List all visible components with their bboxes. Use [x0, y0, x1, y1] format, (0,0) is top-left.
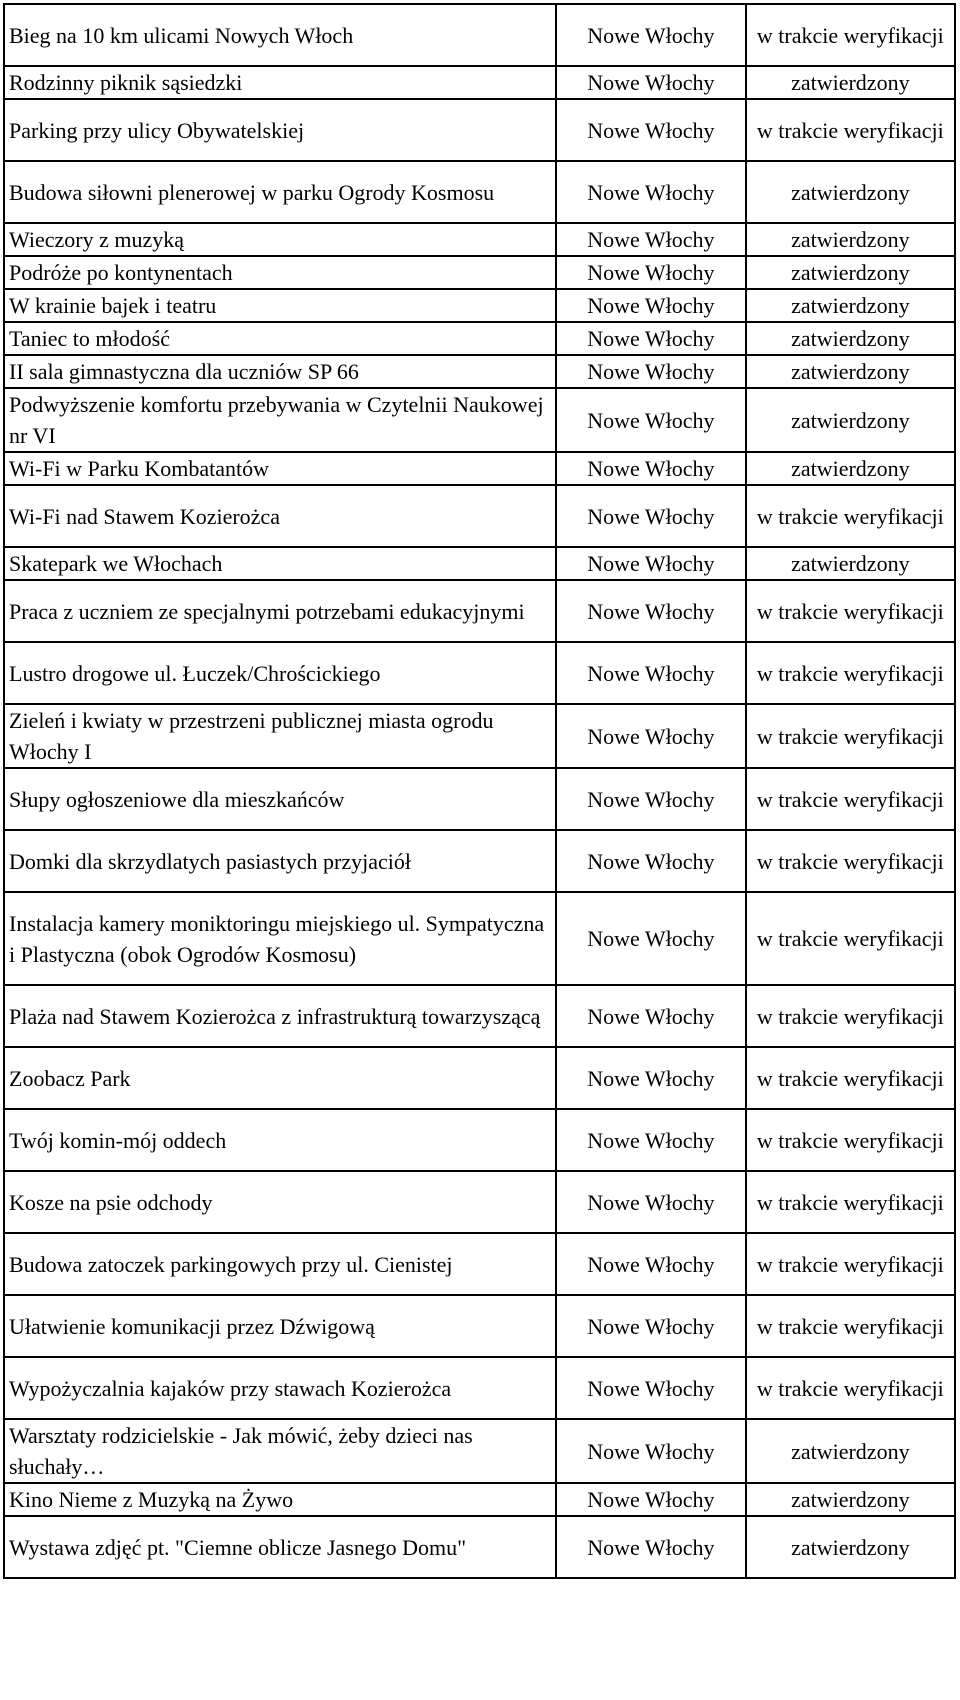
- table-row: [4, 1109, 955, 1171]
- status-cell: w trakcie weryfikacji: [746, 580, 955, 642]
- district-cell: Nowe Włochy: [556, 485, 746, 547]
- project-name-cell: Podwyższenie komfortu przebywania w Czytelnii Naukowej nr VI: [4, 388, 556, 452]
- district-cell: Nowe Włochy: [556, 580, 746, 642]
- project-name-cell: Kino Nieme z Muzyką na Żywo: [4, 1483, 556, 1516]
- status-cell: w trakcie weryfikacji: [746, 985, 955, 1047]
- project-name-cell: Zoobacz Park: [4, 1047, 556, 1109]
- table-row: [4, 642, 955, 704]
- status-cell: w trakcie weryfikacji: [746, 1047, 955, 1109]
- table-row: [4, 985, 955, 1047]
- project-name-cell: Budowa zatoczek parkingowych przy ul. Cienistej: [4, 1233, 556, 1295]
- project-name-cell: Twój komin-mój oddech: [4, 1109, 556, 1171]
- project-name-cell: Rodzinny piknik sąsiedzki: [4, 66, 556, 99]
- status-cell: w trakcie weryfikacji: [746, 99, 955, 161]
- project-name-cell: Ułatwienie komunikacji przez Dźwigową: [4, 1295, 556, 1357]
- project-name-cell: Wieczory z muzyką: [4, 223, 556, 256]
- table-row: [4, 580, 955, 642]
- project-name-cell: II sala gimnastyczna dla uczniów SP 66: [4, 355, 556, 388]
- status-cell: zatwierdzony: [746, 355, 955, 388]
- district-cell: Nowe Włochy: [556, 4, 746, 66]
- table-row: [4, 452, 955, 485]
- district-cell: Nowe Włochy: [556, 1047, 746, 1109]
- project-name-cell: Praca z uczniem ze specjalnymi potrzebami edukacyjnymi: [4, 580, 556, 642]
- table-row: [4, 1357, 955, 1419]
- status-cell: zatwierdzony: [746, 452, 955, 485]
- project-name-cell: Instalacja kamery moniktoringu miejskiego ul. Sympatyczna i Plastyczna (obok Ogrodów Kosmosu): [4, 892, 556, 985]
- project-name-cell: Skatepark we Włochach: [4, 547, 556, 580]
- district-cell: Nowe Włochy: [556, 256, 746, 289]
- table-row: [4, 892, 955, 985]
- district-cell: Nowe Włochy: [556, 452, 746, 485]
- district-cell: Nowe Włochy: [556, 1419, 746, 1483]
- table-row: [4, 1483, 955, 1516]
- project-name-cell: Taniec to młodość: [4, 322, 556, 355]
- status-cell: w trakcie weryfikacji: [746, 704, 955, 768]
- table-row: [4, 1233, 955, 1295]
- table-row: [4, 388, 955, 452]
- status-cell: zatwierdzony: [746, 388, 955, 452]
- district-cell: Nowe Włochy: [556, 355, 746, 388]
- project-name-cell: Lustro drogowe ul. Łuczek/Chrościckiego: [4, 642, 556, 704]
- status-cell: w trakcie weryfikacji: [746, 1295, 955, 1357]
- district-cell: Nowe Włochy: [556, 1233, 746, 1295]
- status-cell: w trakcie weryfikacji: [746, 1233, 955, 1295]
- project-name-cell: Domki dla skrzydlatych pasiastych przyjaciół: [4, 830, 556, 892]
- district-cell: Nowe Włochy: [556, 642, 746, 704]
- district-cell: Nowe Włochy: [556, 704, 746, 768]
- status-cell: zatwierdzony: [746, 547, 955, 580]
- district-cell: Nowe Włochy: [556, 985, 746, 1047]
- table-row: [4, 66, 955, 99]
- district-cell: Nowe Włochy: [556, 1171, 746, 1233]
- project-name-cell: Parking przy ulicy Obywatelskiej: [4, 99, 556, 161]
- table-row: [4, 223, 955, 256]
- district-cell: Nowe Włochy: [556, 66, 746, 99]
- district-cell: Nowe Włochy: [556, 768, 746, 830]
- district-cell: Nowe Włochy: [556, 161, 746, 223]
- project-name-cell: Wi-Fi w Parku Kombatantów: [4, 452, 556, 485]
- district-cell: Nowe Włochy: [556, 289, 746, 322]
- table-row: [4, 99, 955, 161]
- project-name-cell: Wypożyczalnia kajaków przy stawach Kozierożca: [4, 1357, 556, 1419]
- status-cell: zatwierdzony: [746, 1419, 955, 1483]
- district-cell: Nowe Włochy: [556, 1109, 746, 1171]
- status-cell: w trakcie weryfikacji: [746, 830, 955, 892]
- status-cell: zatwierdzony: [746, 223, 955, 256]
- district-cell: Nowe Włochy: [556, 223, 746, 256]
- projects-table: [3, 3, 956, 1579]
- status-cell: w trakcie weryfikacji: [746, 4, 955, 66]
- table-row: [4, 289, 955, 322]
- status-cell: w trakcie weryfikacji: [746, 485, 955, 547]
- project-name-cell: Plaża nad Stawem Kozierożca z infrastrukturą towarzyszącą: [4, 985, 556, 1047]
- district-cell: Nowe Włochy: [556, 388, 746, 452]
- district-cell: Nowe Włochy: [556, 1295, 746, 1357]
- table-row: [4, 1295, 955, 1357]
- status-cell: zatwierdzony: [746, 322, 955, 355]
- status-cell: zatwierdzony: [746, 66, 955, 99]
- table-row: [4, 355, 955, 388]
- table-row: [4, 256, 955, 289]
- table-row: [4, 1516, 955, 1578]
- status-cell: w trakcie weryfikacji: [746, 768, 955, 830]
- status-cell: w trakcie weryfikacji: [746, 1357, 955, 1419]
- status-cell: zatwierdzony: [746, 256, 955, 289]
- project-name-cell: W krainie bajek i teatru: [4, 289, 556, 322]
- table-row: [4, 768, 955, 830]
- status-cell: w trakcie weryfikacji: [746, 1171, 955, 1233]
- table-row: [4, 161, 955, 223]
- table-row: [4, 1419, 955, 1483]
- table-row: [4, 547, 955, 580]
- projects-table-body: [4, 4, 955, 1578]
- project-name-cell: Bieg na 10 km ulicami Nowych Włoch: [4, 4, 556, 66]
- project-name-cell: Wystawa zdjęć pt. "Ciemne oblicze Jasnego Domu": [4, 1516, 556, 1578]
- district-cell: Nowe Włochy: [556, 1516, 746, 1578]
- project-name-cell: Zieleń i kwiaty w przestrzeni publicznej miasta ogrodu Włochy I: [4, 704, 556, 768]
- district-cell: Nowe Włochy: [556, 830, 746, 892]
- project-name-cell: Słupy ogłoszeniowe dla mieszkańców: [4, 768, 556, 830]
- district-cell: Nowe Włochy: [556, 1357, 746, 1419]
- status-cell: zatwierdzony: [746, 161, 955, 223]
- project-name-cell: Budowa siłowni plenerowej w parku Ogrody Kosmosu: [4, 161, 556, 223]
- project-name-cell: Kosze na psie odchody: [4, 1171, 556, 1233]
- project-name-cell: Wi-Fi nad Stawem Kozierożca: [4, 485, 556, 547]
- district-cell: Nowe Włochy: [556, 99, 746, 161]
- table-row: [4, 485, 955, 547]
- district-cell: Nowe Włochy: [556, 322, 746, 355]
- table-row: [4, 830, 955, 892]
- status-cell: zatwierdzony: [746, 1483, 955, 1516]
- district-cell: Nowe Włochy: [556, 547, 746, 580]
- status-cell: w trakcie weryfikacji: [746, 892, 955, 985]
- table-row: [4, 4, 955, 66]
- table-row: [4, 322, 955, 355]
- table-row: [4, 1047, 955, 1109]
- district-cell: Nowe Włochy: [556, 892, 746, 985]
- table-row: [4, 704, 955, 768]
- status-cell: w trakcie weryfikacji: [746, 642, 955, 704]
- status-cell: zatwierdzony: [746, 289, 955, 322]
- status-cell: w trakcie weryfikacji: [746, 1109, 955, 1171]
- project-name-cell: Warsztaty rodzicielskie - Jak mówić, żeby dzieci nas słuchały…: [4, 1419, 556, 1483]
- status-cell: zatwierdzony: [746, 1516, 955, 1578]
- table-row: [4, 1171, 955, 1233]
- project-name-cell: Podróże po kontynentach: [4, 256, 556, 289]
- district-cell: Nowe Włochy: [556, 1483, 746, 1516]
